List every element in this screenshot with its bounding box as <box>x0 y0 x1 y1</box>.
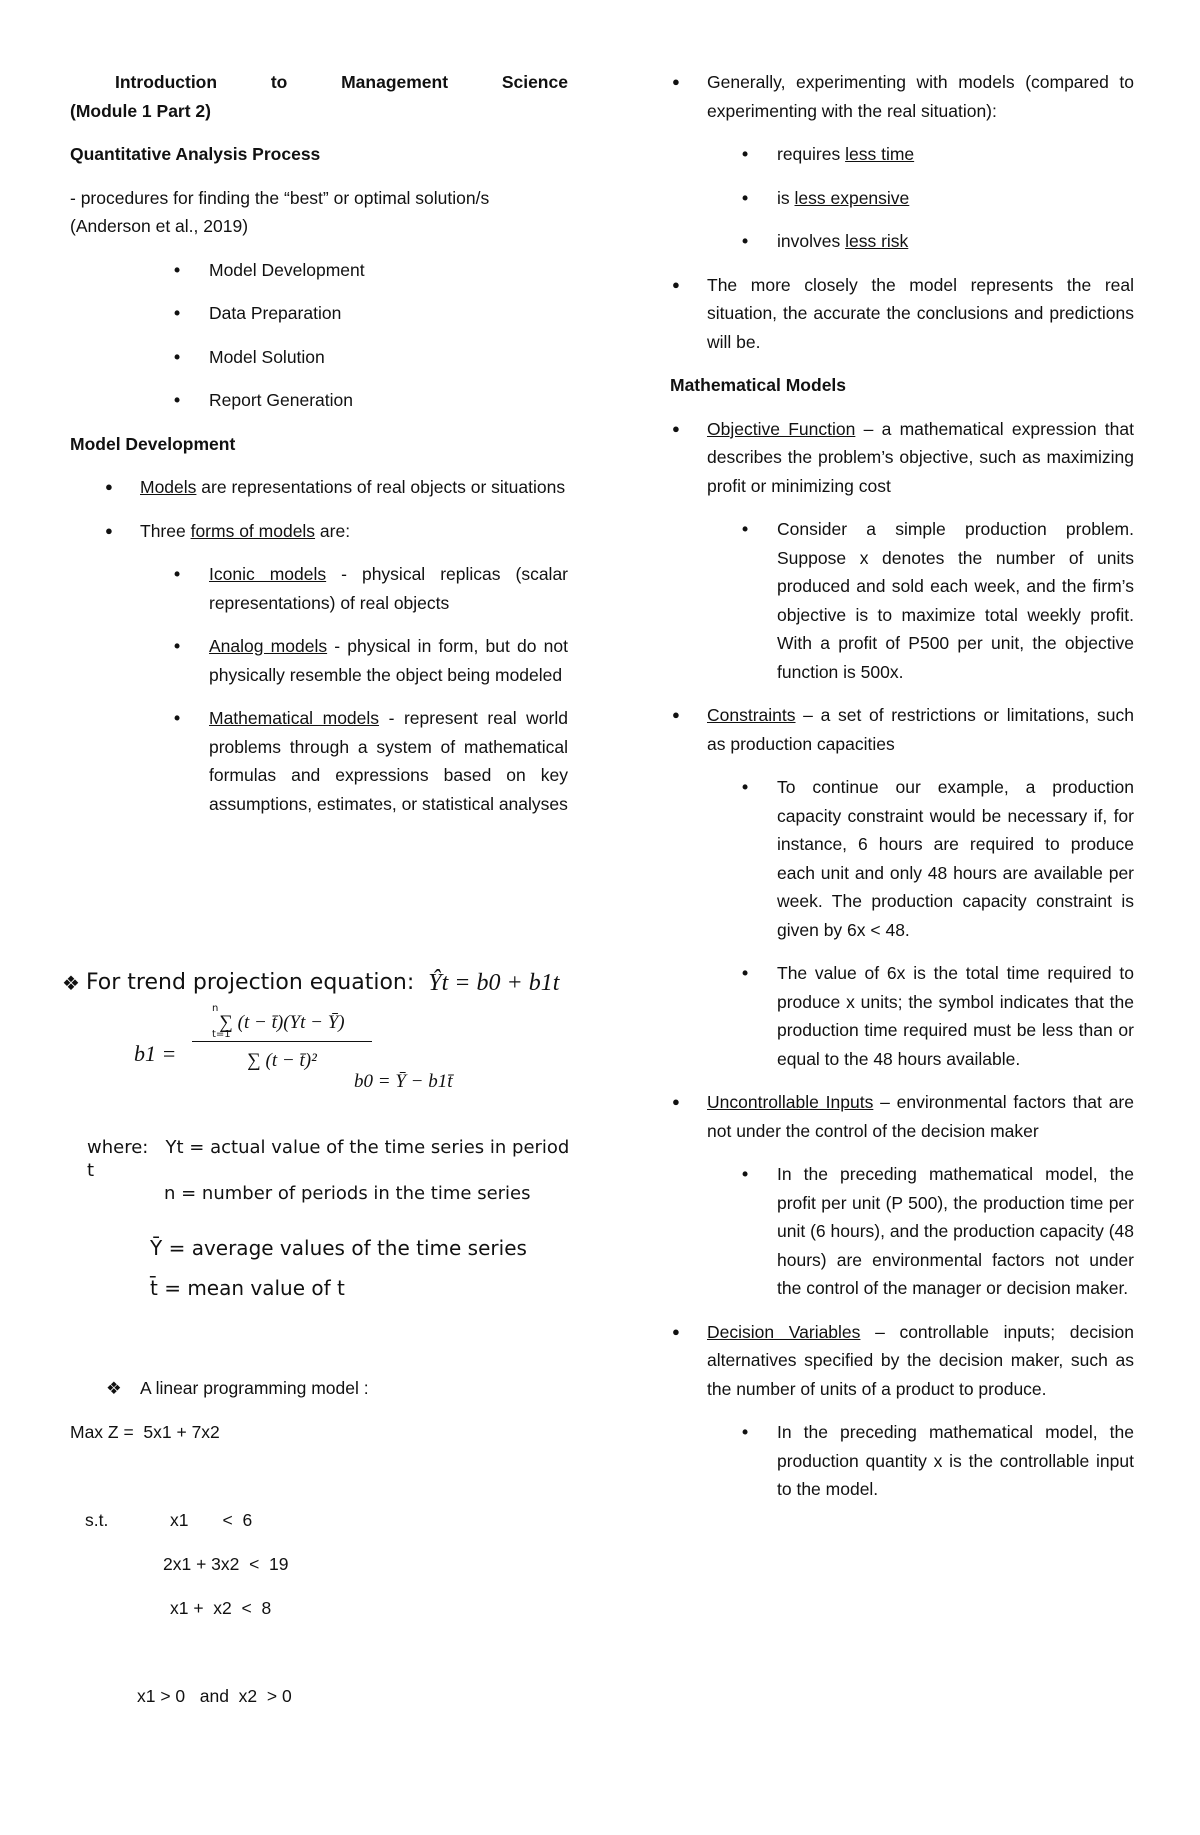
sum-upper: n <box>212 1003 219 1014</box>
trend-formula-block <box>62 968 572 1301</box>
qap-steps <box>174 256 568 415</box>
objective-example: • Consider a simple production problem. Suppose x denotes the number of units produced and sold each week, and the firm’s objective is to maximize total weekly profit. With a profit of P500 per unit, the objective function is 500x. <box>742 515 1134 686</box>
qap-step: • Report Generation <box>174 386 568 415</box>
closely-bullet: ● The more closely the model represents the real situation, the accurate the conclusions and predictions will be. <box>672 271 1134 357</box>
ybar-definition: Ȳ = average values of the time series <box>150 1236 527 1260</box>
b1-denominator-text: ∑ (t − t̄)² <box>247 1050 317 1071</box>
left-column <box>70 68 568 818</box>
sum-lower: t=1 <box>212 1029 231 1040</box>
form-text: - physical replicas (scalar representations) of real objects <box>209 564 569 613</box>
qap-step: • Model Solution <box>174 343 568 372</box>
form-term: Mathematical models <box>209 708 380 728</box>
constraints-term: Constraints <box>707 705 796 725</box>
sum-limits <box>212 1030 231 1040</box>
lp-constraint-3: x1 + x2 < 8 <box>170 1598 272 1618</box>
experiment-item <box>742 227 1134 256</box>
form-item <box>174 560 568 617</box>
experiment-list <box>742 140 1134 256</box>
lp-nonnegativity: x1 > 0 and x2 > 0 <box>137 1686 292 1706</box>
qap-definition: - procedures for finding the “best” or optimal solution/s (Anderson et al., 2019) <box>70 187 490 236</box>
form-item <box>174 704 568 818</box>
constraints-text: – a set of restrictions or limitations, such as production capacities <box>707 705 1134 754</box>
diamond-bullet-icon: ❖ <box>62 971 80 995</box>
models-text: are representations of real objects or situations <box>196 477 566 497</box>
uncontrollable-text: – environmental factors that are not under the control of the decision maker <box>707 1092 1134 1141</box>
page-title <box>70 68 568 97</box>
b1-denominator <box>192 1046 372 1075</box>
qap-step: • Model Development <box>174 256 568 285</box>
experiment-pre: requires <box>777 144 846 164</box>
forms-bullet <box>105 517 568 546</box>
title-word: Introduction <box>115 72 218 92</box>
sum-upper-limit <box>212 1004 218 1014</box>
b1-formula <box>62 1003 572 1108</box>
trend-heading-label: For trend projection equation: <box>85 970 415 995</box>
decision-sublist <box>742 1418 1134 1504</box>
form-term: Analog models <box>209 636 328 656</box>
uncontrollable-sublist <box>742 1160 1134 1303</box>
b1-lhs: b1 = <box>134 1041 177 1066</box>
models-term: Models <box>140 477 197 497</box>
b0-formula: b0 = Ȳ − b1t̄ <box>354 1071 453 1092</box>
yt-definition: Yt = actual value of the time series in period t <box>87 1137 570 1181</box>
form-item <box>174 632 568 689</box>
models-bullet <box>105 473 568 502</box>
experiment-term: less time <box>845 144 915 164</box>
forms-term: forms of models <box>190 520 316 541</box>
objective-text: – a mathematical expression that describes the problem’s objective, such as maximizing profit or minimizing cost <box>707 418 1134 496</box>
title-word: to <box>270 72 288 92</box>
decision-term: Decision Variables <box>707 1321 861 1342</box>
decision-text: – controllable inputs; decision alternatives specified by the decision maker, such as the number of units of a product to produce. <box>707 1321 1134 1399</box>
constraints-example-2: • The value of 6x is the total time required to produce x units; the symbol indicates that the production time required must be less than or equal to the 48 hours available. <box>742 959 1134 1073</box>
form-text: - represent real world problems through a system of mathematical formulas and expressions based on key assumptions, estimates, or statistical analyses <box>209 708 568 814</box>
decision-example: • In the preceding mathematical model, the production quantity x is the controllable input to the model. <box>742 1418 1134 1504</box>
where-line-1 <box>62 1136 572 1182</box>
experiment-item <box>742 140 1134 169</box>
lp-objective: Max Z = 5x1 + 7x2 <box>70 1422 220 1442</box>
constraints-bullet <box>672 701 1134 758</box>
title-word: Science <box>501 72 568 92</box>
fraction-bar <box>192 1041 372 1042</box>
objective-term: Objective Function <box>707 418 856 439</box>
form-text: - physical in form, but do not physically resemble the object being modeled <box>209 636 568 685</box>
uncontrollable-term: Uncontrollable Inputs <box>707 1092 874 1112</box>
title-word: Management <box>341 72 449 92</box>
model-dev-list <box>105 473 568 545</box>
forms-post: are: <box>315 520 351 541</box>
where-block <box>62 1136 572 1205</box>
diamond-bullet-icon: ❖ <box>106 1378 122 1398</box>
lp-heading-text: A linear programming model : <box>140 1378 369 1398</box>
trend-heading <box>62 968 572 998</box>
objective-bullet <box>672 415 1134 501</box>
math-models-heading: Mathematical Models <box>670 375 847 395</box>
forms-pre: Three <box>140 520 191 541</box>
qap-heading: Quantitative Analysis Process <box>70 144 321 164</box>
objective-sublist <box>742 515 1134 686</box>
experiment-bullet: ● Generally, experimenting with models (compared to experimenting with the real situation): <box>672 68 1134 125</box>
where-label: where: <box>87 1137 149 1158</box>
b1-numerator-text: ∑ (t − t̄)(Yt − Ȳ) <box>219 1012 345 1033</box>
experiment-pre: is <box>777 187 795 208</box>
right-column <box>672 68 1134 1504</box>
lp-st-label: s.t. <box>85 1510 109 1530</box>
n-definition: n = number of periods in the time series <box>164 1183 531 1204</box>
trend-equation: Ŷt = b0 + b1t <box>428 970 560 996</box>
lp-constraint-1: x1 < 6 <box>170 1510 253 1530</box>
experiment-term: less risk <box>845 231 909 251</box>
qap-step: • Data Preparation <box>174 299 568 328</box>
constraints-sublist <box>742 773 1134 1073</box>
decision-bullet <box>672 1318 1134 1404</box>
constraints-example-1: • To continue our example, a production capacity constraint would be necessary if, for instance, 6 hours are required to produce each unit and only 48 hours are available per week. The production capacity constraint is given by 6x < 48. <box>742 773 1134 944</box>
tbar-definition: t̄ = mean value of t <box>150 1276 345 1300</box>
b1-fraction <box>192 1003 372 1075</box>
experiment-item <box>742 184 1134 213</box>
uncontrollable-bullet <box>672 1088 1134 1145</box>
form-term: Iconic models <box>209 564 327 584</box>
lp-constraint-2: 2x1 + 3x2 < 19 <box>163 1554 289 1574</box>
experiment-pre: involves <box>777 231 846 251</box>
forms-list <box>174 560 568 818</box>
model-dev-heading: Model Development <box>70 433 236 454</box>
experiment-term: less expensive <box>794 187 910 208</box>
page-subtitle: (Module 1 Part 2) <box>70 100 211 121</box>
uncontrollable-example: • In the preceding mathematical model, the profit per unit (P 500), the production time per unit (6 hours), and the production capacity (48 hours) are environmental factors not under the control of the manager or decision maker. <box>742 1160 1134 1303</box>
